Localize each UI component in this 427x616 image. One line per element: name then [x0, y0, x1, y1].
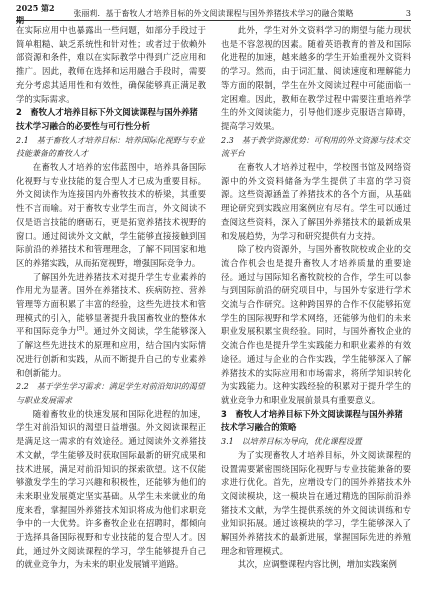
citation-ref: [5] — [76, 326, 85, 333]
subsection-heading-3-1: 3.1 以培养目标为导向，优化课程设置 — [221, 437, 362, 447]
paragraph: 其次，应调整课程内容比例，增加实践案例 — [237, 559, 397, 570]
paragraph: 在畜牧人才培养的宏伟蓝图中，培养具备国际化视野与专业技能的复合型人才已成为重要目标。外文阅读作为连接国内外畜牧技术的桥梁，其重要性不言而喻。对于畜牧专业学生而言，外文阅读不仅是语言技能的磨砺石，更是拓宽养猪技术视野的窗口。通过阅读外文文献，学生能够直接接触到国际前沿的养猪技术和管理理念，了解不同国家和地区的养猪实践，从而拓宽视野，增强国际竞争力。 — [16, 162, 206, 268]
paragraph: 随着畜牧业的快速发展和国际化进程的加速，学生对前沿知识的渴望日益增强。外文阅读课程正是满足这一需求的有效途径。通过阅读外文养猪技术文献，学生能够及时获取国际最新的研究成果和技术进展，满足对前沿知识的探索欲望。这不仅能够激发学生的学习兴趣和积极性，还能够为他们的未来职业发展奠定坚实基础。从学生未来就业的角度来看，掌握国外养猪技术知识将成为他们求职竞争中的一大优势。许多畜牧企业在招聘时，都倾向于选择具备国际视野和专业技能的复合型人才。因此，通过外文阅读课程的学习，学生能够提升自己的就业竞争力，为未来的职业发展铺平道路。 — [16, 408, 206, 570]
subsection-heading-2-1: 2.1 基于畜牧人才培养目标：培养国际化视野与专业技能兼备的畜牧人才 — [16, 135, 205, 159]
paragraph-text: 。通过外文阅读，学生能够深入了解这些先进技术的原理和应用，结合国内实际情况进行创新和实践，从而不断提升自己的专业素养和创新能力。 — [16, 326, 206, 378]
paragraph: 在实际应用中也暴露出一些问题，如部分手段过于简单粗糙、缺乏系统性和针对性；或者过于依赖外部资源和条件，难以在实际教学中得到广泛应用和推广。因此，教师在选择和运用融合手段时，需要充分考虑其适用性和有效性，确保能够真正满足教学的实际需求。 — [16, 25, 206, 104]
right-column — [221, 24, 411, 572]
paragraph: 为了实现畜牧人才培养目标，外文阅读课程的设置需要紧密围绕国际化视野与专业技能兼备的要求进行优化。首先，应增设专门的国外养猪技术外文阅读模块，这一模块旨在通过精选的国际前沿养猪技术文献，为学生提供系统的外文阅读训练和专业知识拓展。通过该模块的学习，学生能够深入了解国外养猪技术的最新进展，掌握国际先进的养殖理念和管理模式。 — [221, 449, 411, 556]
two-column-body — [16, 24, 411, 572]
paragraph: 除了校内资源外，与国外畜牧院校或企业的交流合作机会也是提升畜牧人才培养质量的重要途径。通过与国际知名畜牧院校的合作，学生可以参与到国际前沿的研究项目中，与国外专家进行学术交流与合作研究。这种跨国界的合作不仅能够拓宽学生的国际视野和学术网络，还能够为他们的未来职业发展积累宝贵经验。同时，与国外畜牧企业的交流合作也是提升学生实践能力和职业素养的有效途径。通过与企业的合作实践，学生能够深入了解养猪技术的实际应用和市场需求，将所学知识转化为实践能力。这种实践经验的积累对于提升学生的就业竞争力和职业发展前景具有重要意义。 — [221, 244, 411, 405]
section-heading-3: 3 畜牧人才培养目标下外文阅读课程与国外养猪技术学习融合的策略 — [221, 408, 403, 433]
page-number: 3 — [405, 8, 411, 18]
subsection-heading-2-2: 2.2 基于学生学习需求：满足学生对前沿知识的渴望与职业发展需求 — [16, 382, 205, 405]
left-column — [16, 24, 206, 572]
paragraph: 此外，学生对外文资料学习的期望与能力现状也是不容忽视的因素。随着英语教育的普及和国际化进程的加速，越来越多的学生开始重视外文资料的学习。然而，由于词汇量、阅读速度和理解能力等方面的限制，学生在外文阅读过程中可能面临一定困难。因此，教师在教学过程中需要注重培养学生的外文阅读能力，引导他们逐步克服语言障碍，提高学习效果。 — [221, 25, 411, 131]
subsection-heading-2-3: 2.3 基于教学资源优势：可利用的外文资源与技术交流平台 — [221, 135, 410, 159]
running-header — [16, 2, 411, 25]
paragraph: 在畜牧人才培养过程中，学校图书馆及网络资源中的外文资料储备为学生提供了丰富的学习资源。这些资源涵盖了养猪技术的各个方面，从基础理论研究到实践应用案例应有尽有。学生可以通过查阅这些资料，深入了解国外养猪技术的最新成果和发展趋势，为学习和研究提供有力支持。 — [221, 162, 411, 241]
section-heading-2: 2 畜牧人才培养目标下外文阅读课程与国外养猪技术学习融合的必要性与可行性分析 — [16, 107, 198, 131]
issue-label: 2025 第2 期 — [16, 2, 55, 25]
paragraph-text: 了解国外先进养猪技术对提升学生专业素养的作用尤为显著。国外在养猪技术、疾病防控、营养管理等方面积累了丰富的经验，这些先进技术和管理模式的引入，能够显著提升我国畜牧业的整体水平和国际竞争力 — [16, 271, 206, 337]
paragraph-with-citation — [16, 271, 206, 381]
running-title: 张丽莉．基于畜牧人才培养目标的外文阅读课程与国外养猪技术学习的融合策略 — [73, 8, 354, 18]
